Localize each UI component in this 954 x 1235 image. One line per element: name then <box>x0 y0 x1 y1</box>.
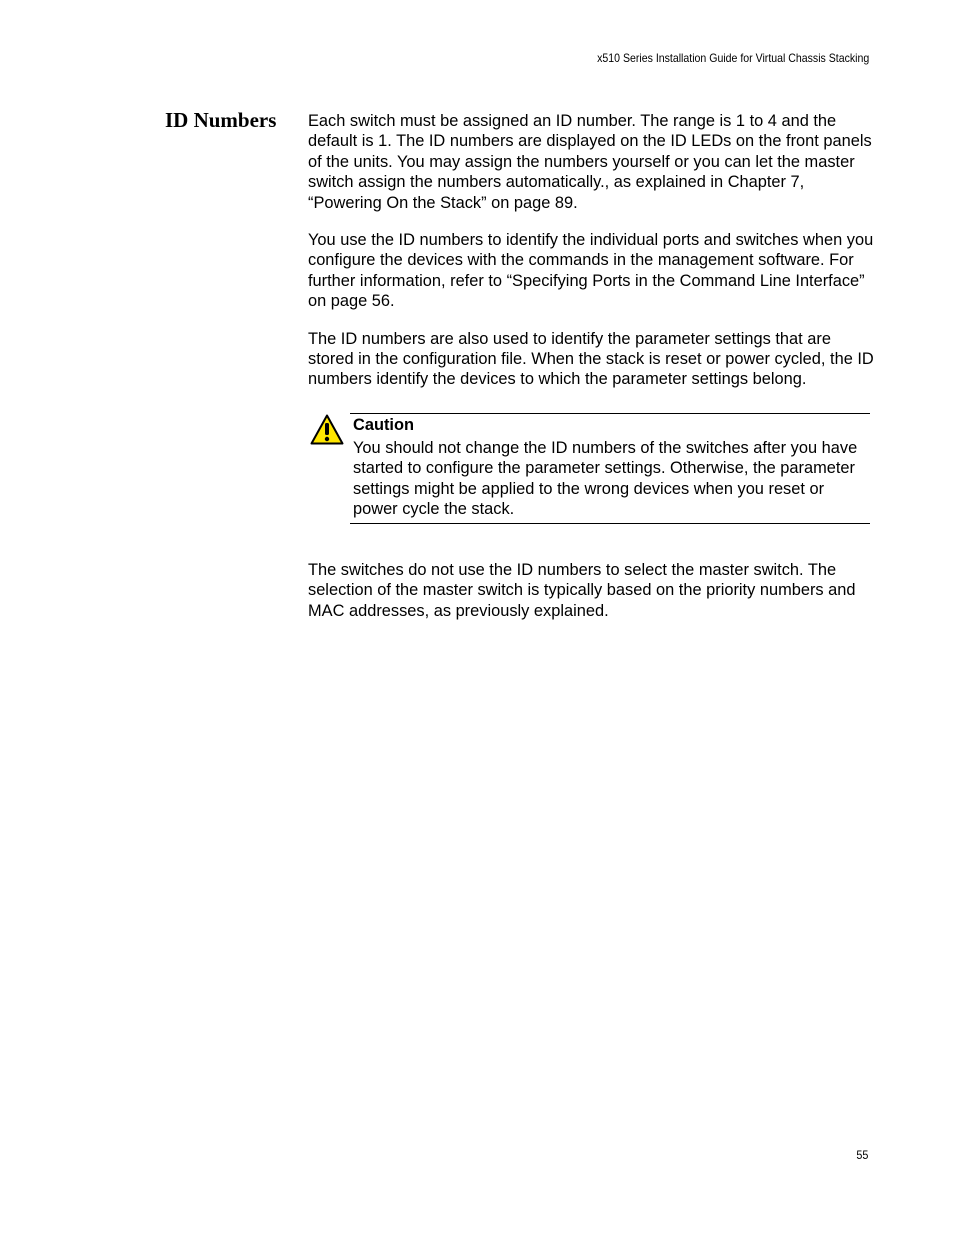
caution-content <box>353 415 870 520</box>
paragraph-id-usage: You use the ID numbers to identify the individual ports and switches when you configure the devices with the commands in the management software. For further information, refer to “Specifying Ports in the Command Line Interface” on page 56. <box>308 231 874 311</box>
caution-top-rule <box>350 413 870 414</box>
caution-note <box>308 413 878 524</box>
caution-bottom-rule <box>350 523 870 524</box>
paragraph-master-selection: The switches do not use the ID numbers to select the master switch. The selection of the master switch is typically based on the priority numbers and MAC addresses, as previously explained. <box>308 560 856 620</box>
running-header: x510 Series Installation Guide for Virtual Chassis Stacking <box>596 51 869 65</box>
paragraph-id-configuration: The ID numbers are also used to identify the parameter settings that are stored in the configuration file. When the stack is reset or power cycled, the ID numbers identify the devices to which the parameter settings belong. <box>308 329 874 389</box>
caution-text: You should not change the ID numbers of the switches after you have started to configure the parameter settings. Otherwise, the parameter settings might be applied to the wrong devices when you reset or power cycle the stack. <box>353 438 858 519</box>
paragraph-id-assignment: Each switch must be assigned an ID number. The range is 1 to 4 and the default is 1. The ID numbers are displayed on the ID LEDs on the front panels of the units. You may assign the numbers yourself or you can let the master switch assign the numbers automatically., as explained in Chapter 7, “Powering On the Stack” on page 89. <box>308 112 872 212</box>
warning-triangle-icon <box>310 414 344 445</box>
section-heading: ID Numbers <box>165 108 277 132</box>
page-number: 55 <box>855 1148 868 1162</box>
section-body <box>308 111 878 638</box>
caution-title: Caution <box>353 415 415 434</box>
